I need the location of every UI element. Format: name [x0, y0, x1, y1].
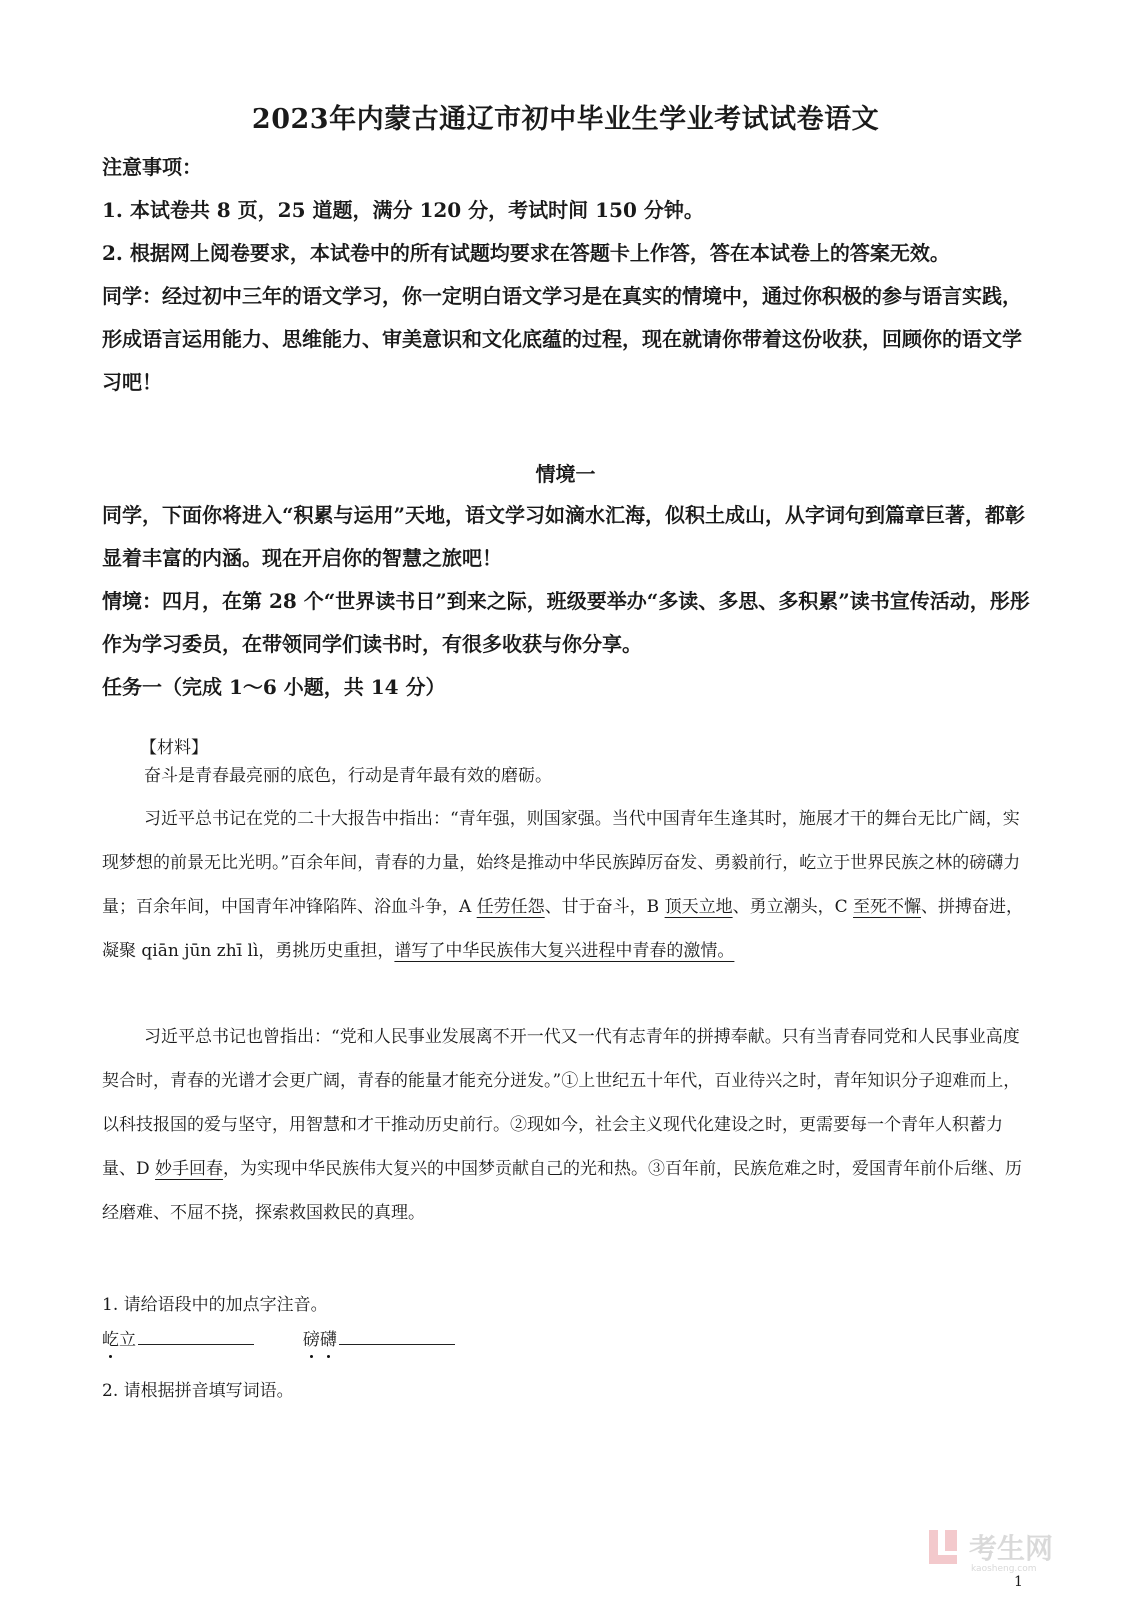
underlined-idiom-b: 顶天立地 [664, 897, 733, 917]
underlined-idiom-d: 妙手回春 [155, 1159, 224, 1179]
emphasis-dot [327, 1355, 330, 1358]
dotted-char [320, 1330, 337, 1350]
paragraph-text: 、拼搏奋进，凝聚 qiān jūn zhī lì，勇挑历史重担， [102, 897, 1024, 961]
material-paragraph-2 [102, 797, 1028, 973]
paragraph-text: 习近平总书记也曾指出：“党和人民事业发展离不开一代又一代有志青年的拼搏奉献。只有当青春同党和人民事业高度契合时，青春的光谱才会更广阔，青春的能量才能充分迸发。”①上世纪五十年代，百业待兴之时，青年知识分子迎难而上，以科技报国的爱与坚守，用智慧和才干推动历史前行。②现如今，社会主义现代化建设之时，更需要每一个青年人积蓄力量、D [102, 1027, 1021, 1179]
page-number: 1 [1014, 1574, 1023, 1590]
paragraph-text: 、甘于奋斗，B [544, 897, 665, 917]
intro-paragraph: 同学：经过初中三年的语文学习，你一定明白语文学习是在真实的情境中，通过你积极的参与语言实践，形成语言运用能力、思维能力、审美意识和文化底蕴的过程，现在就请你带着这份收获，回顾你的语文学习吧！ [102, 284, 1022, 394]
logo-url: kaosheng.com [971, 1564, 1037, 1574]
scene-paragraph-2: 情境：四月，在第 28 个“世界读书日”到来之际，班级要举办“多读、多思、多积累”读书宣传活动，彤彤作为学习委员，在带领同学们读书时，有很多收获与你分享。 [102, 589, 1030, 656]
char: 立 [119, 1330, 136, 1350]
answer-blank-1[interactable] [138, 1326, 254, 1345]
task-heading: 任务一（完成 1～6 小题，共 14 分） [102, 675, 446, 699]
material-paragraph-3 [102, 1015, 1028, 1235]
scene-heading: 情境一 [535, 462, 596, 486]
paragraph-text: ，为实现中华民族伟大复兴的中国梦贡献自己的光和热。③百年前，民族危难之时，爱国青年前仆后继、历经磨难、不屈不挠，探索救国救民的真理。 [102, 1159, 1023, 1223]
notice-item-1: 1. 本试卷共 8 页，25 道题，满分 120 分，考试时间 150 分钟。 [102, 198, 704, 222]
logo-mark-icon [929, 1530, 957, 1564]
notice-section [102, 146, 1032, 404]
exam-title: 2023年内蒙古通辽市初中毕业生学业考试试卷语文 [251, 104, 880, 135]
underlined-idiom-c: 至死不懈 [853, 897, 922, 917]
emphasis-dot [310, 1355, 313, 1358]
question-2: 2. 请根据拼音填写词语。 [102, 1381, 294, 1401]
material-paragraph-1: 奋斗是青春最亮丽的底色，行动是青年最有效的磨砺。 [144, 766, 552, 786]
kaosheng-logo [925, 1526, 1085, 1574]
answer-blank-2[interactable] [339, 1326, 455, 1345]
question-1-answers [102, 1325, 455, 1350]
notice-heading: 注意事项： [102, 155, 202, 179]
char: 礴 [319, 1330, 337, 1350]
paragraph-text: 、勇立潮头，C [732, 897, 854, 917]
notice-item-2: 2. 根据网上阅卷要求，本试卷中的所有试题均要求在答题卡上作答，答在本试卷上的答案无效。 [102, 241, 950, 265]
dotted-char [102, 1330, 119, 1350]
logo-text: 考生网 [969, 1532, 1054, 1565]
scene-section [102, 494, 1032, 709]
dotted-char [303, 1330, 320, 1350]
char: 磅 [302, 1330, 320, 1350]
scene-paragraph-1: 同学，下面你将进入“积累与运用”天地，语文学习如滴水汇海，似积土成山，从字词句到篇章巨著，都彰显着丰富的内涵。现在开启你的智慧之旅吧！ [102, 503, 1026, 570]
underlined-sentence: 谱写了中华民族伟大复兴进程中青春的激情。 [394, 941, 735, 961]
emphasis-dot [109, 1355, 112, 1358]
char: 屹 [102, 1330, 119, 1350]
question-1: 1. 请给语段中的加点字注音。 [102, 1295, 328, 1315]
underlined-idiom-a: 任劳任怨 [476, 897, 545, 917]
material-label: 【材料】 [140, 738, 208, 758]
paragraph-text: 习近平总书记在党的二十大报告中指出：“青年强，则国家强。当代中国青年生逢其时，施展才干的舞台无比广阔，实现梦想的前景无比光明。”百余年间，青春的力量，始终是推动中华民族踔厉奋发、勇毅前行，屹立于世界民族之林的磅礴力量；百余年间，中国青年冲锋陷阵、浴血斗争，A [102, 809, 1021, 917]
